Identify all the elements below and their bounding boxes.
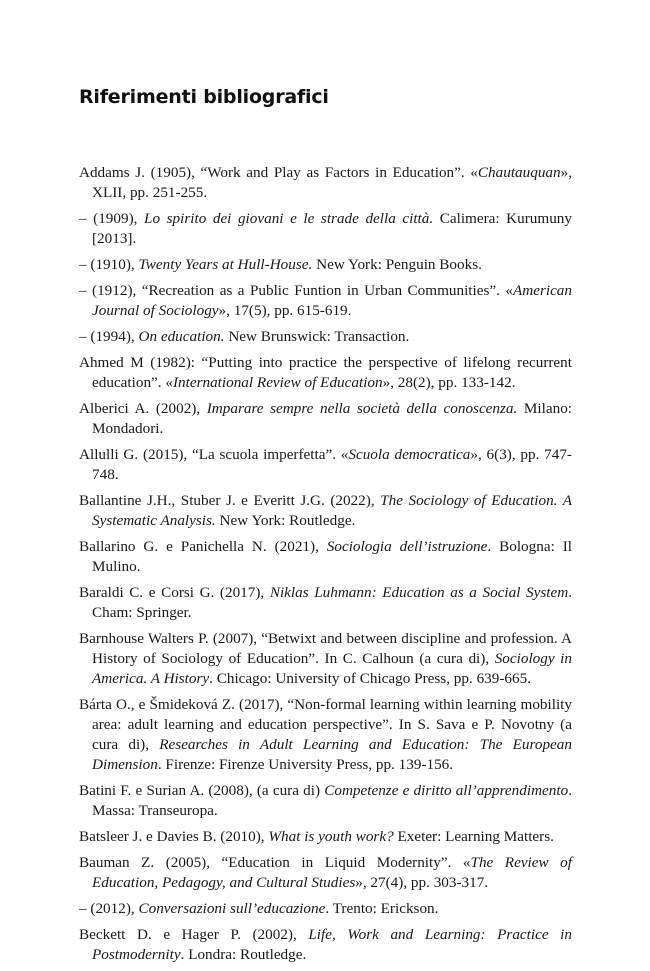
- entry-italic-segment: The Review of Education, Pedagogy, and Cultural Studies: [92, 854, 572, 891]
- entry-italic-segment: Sociologia dell’istruzione: [326, 538, 488, 555]
- entry-italic-segment: Sociology in America. A History: [92, 650, 572, 687]
- entry-text-segment: . Bologna: Il Mulino.: [92, 538, 572, 575]
- entry-text-segment: Allulli G. (2015), “La scuola imperfetta”. «: [79, 446, 349, 463]
- page-title: Riferimenti bibliografici: [79, 86, 329, 108]
- entry-text-segment: – (1909),: [79, 210, 145, 227]
- entry-text-segment: Baraldi C. e Corsi G. (2017),: [79, 584, 270, 601]
- entry-italic-segment: American Journal of Sociology: [92, 282, 572, 319]
- entry-text-segment: Addams J. (1905), “Work and Play as Factors in Education”. «: [79, 164, 478, 181]
- entry-italic-segment: International Review of Education: [172, 374, 383, 391]
- entry-text-segment: Bárta O., e Šmideková Z. (2017), “Non-formal learning within learning mobility area: adult learning and education perspective”. In S. Sava e P. Novotny (a cura di),: [79, 696, 572, 753]
- entry-text-segment: – (2012),: [79, 900, 139, 917]
- entry-italic-segment: Competenze e diritto all’apprendimento: [324, 782, 569, 799]
- entry-text-segment: . Londra: Routledge.: [180, 946, 307, 963]
- entry-text-segment: », 28(2), pp. 133-142.: [382, 374, 516, 391]
- entry-text-segment: Ballarino G. e Panichella N. (2021),: [79, 538, 327, 555]
- entry-text-segment: . Trento: Erickson.: [325, 900, 439, 917]
- bibliography-entry: [79, 925, 572, 965]
- entry-text-segment: Barnhouse Walters P. (2007), “Betwixt and between discipline and profession. A History of Sociology of Education”. In C. Calhoun (a cura di),: [79, 630, 572, 667]
- entry-text-segment: . Cham: Springer.: [92, 584, 572, 621]
- bibliography-entry: [79, 695, 572, 775]
- entry-text-segment: », 6(3), pp. 747-748.: [92, 446, 572, 483]
- entry-italic-segment: Niklas Luhmann: Education as a Social System: [269, 584, 569, 601]
- entry-text-segment: Exeter: Learning Matters.: [393, 828, 554, 845]
- entry-text-segment: », 27(4), pp. 303-317.: [355, 874, 489, 891]
- entry-text-segment: . Massa: Transeuropa.: [92, 782, 572, 819]
- bibliography-entry: [79, 445, 572, 485]
- entry-text-segment: New York: Penguin Books.: [312, 256, 482, 273]
- entry-italic-segment: On education.: [138, 328, 225, 345]
- entry-text-segment: – (1994),: [79, 328, 139, 345]
- bibliography-entry: [79, 781, 572, 821]
- bibliography-entry: [79, 537, 572, 577]
- entry-text-segment: Alberici A. (2002),: [79, 400, 207, 417]
- bibliography-entry: [79, 353, 572, 393]
- entry-text-segment: Batini F. e Surian A. (2008), (a cura di): [79, 782, 325, 799]
- entry-italic-segment: Imparare sempre nella società della conoscenza.: [206, 400, 518, 417]
- entry-text-segment: New York: Routledge.: [215, 512, 356, 529]
- entry-text-segment: Batsleer J. e Davies B. (2010),: [79, 828, 269, 845]
- bibliography-entry: [79, 899, 572, 919]
- entry-text-segment: Bauman Z. (2005), “Education in Liquid Modernity”. «: [79, 854, 471, 871]
- entry-text-segment: Ahmed M (1982): “Putting into practice the perspective of lifelong recurrent education”. «: [79, 354, 572, 391]
- entry-text-segment: Beckett D. e Hager P. (2002),: [79, 926, 309, 943]
- entry-italic-segment: Researches in Adult Learning and Education: The European Dimension: [92, 736, 572, 773]
- bibliography-entry: [79, 281, 572, 321]
- bibliography-entry: [79, 491, 572, 531]
- bibliography-entry: [79, 399, 572, 439]
- entry-text-segment: Calimera: Kurumuny [2013].: [92, 210, 572, 247]
- entry-italic-segment: The Sociology of Education. A Systematic Analysis.: [92, 492, 573, 529]
- entry-italic-segment: Scuola democratica: [348, 446, 471, 463]
- entry-italic-segment: Twenty Years at Hull-House.: [138, 256, 313, 273]
- entry-text-segment: », 17(5), pp. 615-619.: [218, 302, 352, 319]
- entry-text-segment: Milano: Mondadori.: [92, 400, 573, 437]
- entry-text-segment: – (1910),: [79, 256, 139, 273]
- entry-text-segment: . Firenze: Firenze University Press, pp. 139-156.: [157, 756, 454, 773]
- bibliography-entry: [79, 853, 572, 893]
- bibliography-entry: [79, 163, 572, 203]
- bibliography-entry: [79, 327, 572, 347]
- bibliography-entry: [79, 209, 572, 249]
- bibliography-entry: [79, 255, 572, 275]
- entry-italic-segment: Conversazioni sull’educazione: [138, 900, 326, 917]
- entry-italic-segment: What is youth work?: [268, 828, 394, 845]
- entry-text-segment: », XLII, pp. 251-255.: [92, 164, 572, 201]
- entry-text-segment: Ballantine J.H., Stuber J. e Everitt J.G. (2022),: [79, 492, 381, 509]
- bibliography-entry: [79, 827, 572, 847]
- bibliography-entry: [79, 629, 572, 689]
- entry-italic-segment: Lo spirito dei giovani e le strade della città.: [144, 210, 434, 227]
- entry-text-segment: . Chicago: University of Chicago Press, pp. 639-665.: [209, 670, 531, 687]
- entry-text-segment: New Brunswick: Transaction.: [224, 328, 410, 345]
- entry-italic-segment: Chautauquan: [477, 164, 561, 181]
- bibliography-list: [79, 163, 572, 971]
- entry-italic-segment: Life, Work and Learning: Practice in Postmodernity: [92, 926, 572, 963]
- entry-text-segment: – (1912), “Recreation as a Public Funtion in Urban Communities”. «: [79, 282, 513, 299]
- bibliography-entry: [79, 583, 572, 623]
